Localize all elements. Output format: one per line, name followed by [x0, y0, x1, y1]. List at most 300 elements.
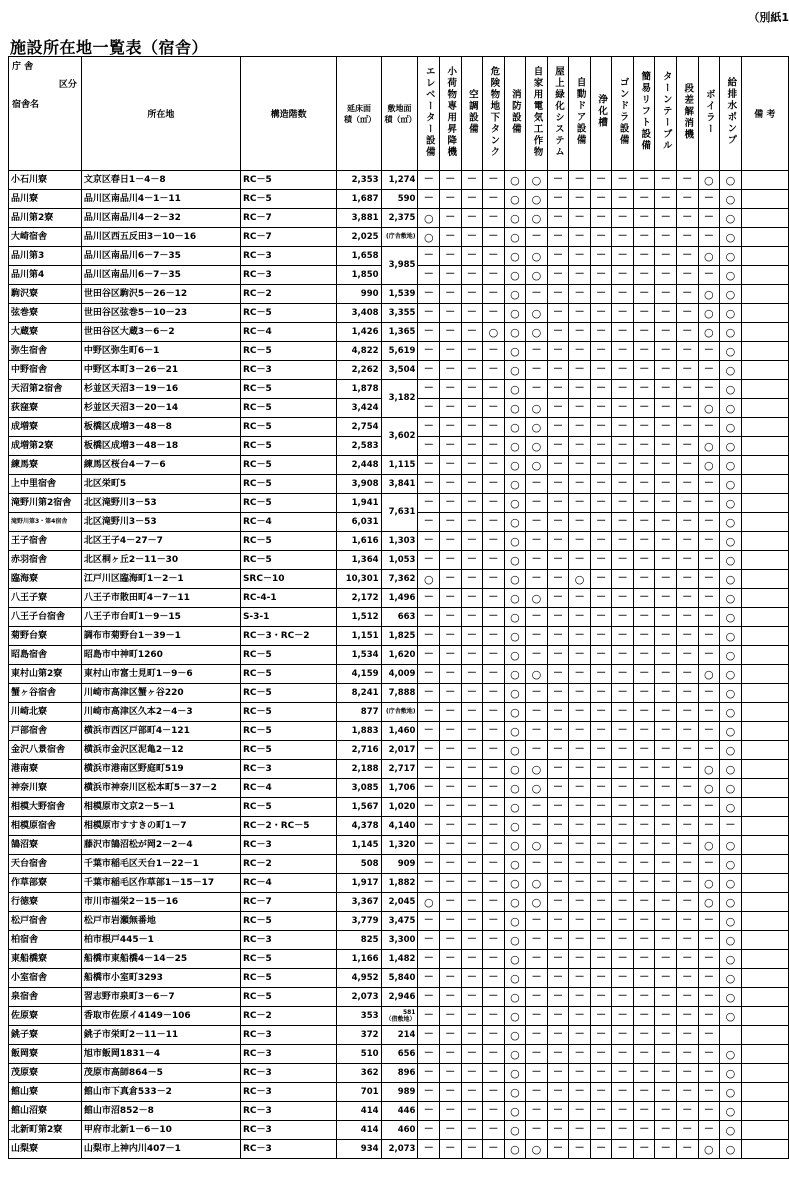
structure: RC－3: [240, 1102, 336, 1121]
floor-area: 8,241: [337, 684, 381, 703]
floor-area: 1,878: [337, 380, 381, 399]
dorm-name: 佐原寮: [9, 1007, 82, 1026]
address: 茂原市高師864－5: [81, 1064, 240, 1083]
site-area: 663: [381, 608, 418, 627]
remarks-cell: [741, 190, 788, 209]
equipment-mark: －: [483, 1102, 505, 1121]
address: 川崎市高津区蟹ヶ谷220: [81, 684, 240, 703]
remarks-cell: [741, 551, 788, 570]
dorm-name: 柏宿舎: [9, 931, 82, 950]
equipment-mark: －: [547, 722, 569, 741]
equipment-mark: －: [698, 380, 720, 399]
equipment-mark: －: [483, 361, 505, 380]
equipment-mark: ○: [504, 1121, 526, 1140]
equipment-mark: －: [655, 209, 677, 228]
equipment-mark: ○: [504, 494, 526, 513]
equipment-mark: ○: [720, 323, 742, 342]
table-row: [9, 494, 789, 513]
equipment-mark: －: [590, 285, 612, 304]
dorm-name: 東船橋寮: [9, 950, 82, 969]
equipment-mark: －: [633, 665, 655, 684]
equipment-mark: －: [440, 1140, 462, 1159]
equipment-mark: －: [483, 342, 505, 361]
dorm-name: 赤羽宿舎: [9, 551, 82, 570]
floor-area: 1,917: [337, 874, 381, 893]
equipment-mark: －: [655, 1026, 677, 1045]
header-floor-area: 延床面積（㎡）: [337, 57, 381, 171]
structure: RC－5: [240, 171, 336, 190]
site-area: 1,365: [381, 323, 418, 342]
dorm-name: 品川第2寮: [9, 209, 82, 228]
equipment-mark: －: [612, 741, 634, 760]
site-area: 1,482: [381, 950, 418, 969]
equipment-mark: －: [677, 722, 699, 741]
table-row: [9, 551, 789, 570]
equipment-mark: －: [418, 988, 440, 1007]
structure: RC－5: [240, 418, 336, 437]
dorm-name: 昭島宿舎: [9, 646, 82, 665]
equipment-mark: －: [677, 475, 699, 494]
site-area: 909: [381, 855, 418, 874]
equipment-mark: －: [483, 494, 505, 513]
equipment-mark: －: [655, 1064, 677, 1083]
equipment-mark: －: [440, 608, 462, 627]
equipment-mark: －: [418, 969, 440, 988]
equipment-mark: －: [440, 855, 462, 874]
structure: RC－5: [240, 456, 336, 475]
address: 香取市佐原イ4149－106: [81, 1007, 240, 1026]
equipment-mark: －: [612, 608, 634, 627]
equipment-mark: －: [547, 551, 569, 570]
floor-area: 4,952: [337, 969, 381, 988]
equipment-mark: －: [418, 817, 440, 836]
equipment-mark: －: [612, 817, 634, 836]
table-row: [9, 1064, 789, 1083]
equipment-mark: ○: [526, 437, 548, 456]
floor-area: 372: [337, 1026, 381, 1045]
structure: RC－5: [240, 399, 336, 418]
equipment-mark: －: [633, 342, 655, 361]
equipment-mark: －: [418, 1007, 440, 1026]
site-area: 3,504: [381, 361, 418, 380]
site-area: 989: [381, 1083, 418, 1102]
equipment-mark: ○: [720, 1121, 742, 1140]
header-equipment-14: [720, 57, 742, 171]
dorm-name: 八王子寮: [9, 589, 82, 608]
floor-area: 508: [337, 855, 381, 874]
dorm-name: 駒沢寮: [9, 285, 82, 304]
equipment-mark: －: [698, 342, 720, 361]
equipment-mark: －: [677, 171, 699, 190]
equipment-mark: －: [547, 228, 569, 247]
dorm-name: 品川第3: [9, 247, 82, 266]
structure: RC－5: [240, 969, 336, 988]
equipment-mark: －: [483, 1140, 505, 1159]
remarks-cell: [741, 741, 788, 760]
dorm-name: 成増第2寮: [9, 437, 82, 456]
equipment-mark: －: [655, 228, 677, 247]
floor-area: 2,716: [337, 741, 381, 760]
equipment-mark: ○: [504, 570, 526, 589]
equipment-mark: ○: [720, 893, 742, 912]
floor-area: 1,616: [337, 532, 381, 551]
equipment-mark: －: [440, 1026, 462, 1045]
equipment-mark: ○: [504, 893, 526, 912]
address: 世田谷区駒沢5－26－12: [81, 285, 240, 304]
floor-area: 1,426: [337, 323, 381, 342]
header-equipment-label: 小荷物専用昇降機: [445, 65, 457, 158]
equipment-mark: －: [483, 836, 505, 855]
equipment-mark: ○: [720, 855, 742, 874]
site-area: [381, 1007, 418, 1026]
equipment-mark: －: [612, 893, 634, 912]
equipment-mark: ○: [720, 418, 742, 437]
equipment-mark: [720, 1026, 742, 1045]
equipment-mark: －: [547, 988, 569, 1007]
table-row: [9, 950, 789, 969]
equipment-mark: －: [547, 703, 569, 722]
equipment-mark: －: [461, 456, 483, 475]
equipment-mark: －: [440, 171, 462, 190]
equipment-mark: －: [612, 380, 634, 399]
equipment-mark: －: [698, 741, 720, 760]
address: 相模原市文京2－5－1: [81, 798, 240, 817]
equipment-mark: －: [547, 1102, 569, 1121]
address: 文京区春日1－4－8: [81, 171, 240, 190]
equipment-mark: －: [526, 570, 548, 589]
header-site-area: 敷地面積（㎡）: [381, 57, 418, 171]
address: 練馬区桜台4－7－6: [81, 456, 240, 475]
dorm-name: 臨海寮: [9, 570, 82, 589]
equipment-mark: －: [440, 950, 462, 969]
equipment-mark: －: [590, 608, 612, 627]
structure: SRC－10: [240, 570, 336, 589]
equipment-mark: －: [612, 361, 634, 380]
structure: RC－5: [240, 551, 336, 570]
equipment-mark: －: [677, 285, 699, 304]
equipment-mark: －: [590, 494, 612, 513]
equipment-mark: －: [655, 266, 677, 285]
equipment-mark: －: [569, 323, 591, 342]
address: 相模原市すすきの町1－7: [81, 817, 240, 836]
structure: RC－4: [240, 874, 336, 893]
address: 藤沢市鵠沼松が岡2－2－4: [81, 836, 240, 855]
floor-area: 1,658: [337, 247, 381, 266]
equipment-mark: ○: [720, 1045, 742, 1064]
equipment-mark: －: [483, 1007, 505, 1026]
equipment-mark: －: [720, 817, 742, 836]
equipment-mark: －: [418, 760, 440, 779]
equipment-mark: －: [547, 171, 569, 190]
equipment-mark: －: [655, 399, 677, 418]
equipment-mark: ○: [526, 304, 548, 323]
equipment-mark: －: [633, 1102, 655, 1121]
equipment-mark: －: [633, 817, 655, 836]
equipment-mark: －: [440, 1121, 462, 1140]
remarks-cell: [741, 703, 788, 722]
equipment-mark: ○: [720, 399, 742, 418]
table-row: [9, 1007, 789, 1026]
equipment-mark: －: [677, 741, 699, 760]
table-row: [9, 741, 789, 760]
equipment-mark: ○: [418, 209, 440, 228]
site-area: 4,009: [381, 665, 418, 684]
equipment-mark: －: [612, 1045, 634, 1064]
equipment-mark: －: [612, 190, 634, 209]
equipment-mark: ○: [526, 836, 548, 855]
remarks-cell: [741, 361, 788, 380]
equipment-mark: －: [698, 570, 720, 589]
site-area: 5,619: [381, 342, 418, 361]
equipment-mark: ○: [504, 228, 526, 247]
equipment-mark: ○: [504, 608, 526, 627]
equipment-mark: －: [655, 665, 677, 684]
equipment-mark: ○: [720, 589, 742, 608]
equipment-mark: －: [418, 703, 440, 722]
equipment-mark: －: [483, 779, 505, 798]
equipment-mark: －: [461, 836, 483, 855]
remarks-cell: [741, 817, 788, 836]
equipment-mark: －: [418, 779, 440, 798]
equipment-mark: －: [590, 931, 612, 950]
equipment-mark: －: [698, 1083, 720, 1102]
floor-area: 10,301: [337, 570, 381, 589]
equipment-mark: －: [633, 456, 655, 475]
address: 品川区南品川4－1－11: [81, 190, 240, 209]
equipment-mark: ○: [720, 570, 742, 589]
dorm-name: 中野宿舎: [9, 361, 82, 380]
equipment-mark: －: [698, 988, 720, 1007]
equipment-mark: －: [612, 703, 634, 722]
equipment-mark: －: [418, 798, 440, 817]
equipment-mark: －: [418, 1102, 440, 1121]
site-area: 3,985: [381, 247, 418, 285]
equipment-mark: －: [677, 456, 699, 475]
equipment-mark: －: [633, 836, 655, 855]
equipment-mark: －: [590, 988, 612, 1007]
equipment-mark: －: [461, 323, 483, 342]
address: 北区桐ヶ丘2－11－30: [81, 551, 240, 570]
equipment-mark: ○: [720, 608, 742, 627]
equipment-mark: －: [677, 779, 699, 798]
equipment-mark: －: [569, 1064, 591, 1083]
equipment-mark: ○: [504, 342, 526, 361]
equipment-mark: －: [547, 760, 569, 779]
equipment-mark: －: [440, 285, 462, 304]
equipment-mark: ○: [526, 418, 548, 437]
equipment-mark: －: [655, 1045, 677, 1064]
equipment-mark: －: [483, 304, 505, 323]
equipment-mark: －: [526, 703, 548, 722]
structure: S-3-1: [240, 608, 336, 627]
equipment-mark: －: [633, 399, 655, 418]
equipment-mark: －: [590, 1121, 612, 1140]
equipment-mark: －: [526, 532, 548, 551]
address: 横浜市西区戸部町4－121: [81, 722, 240, 741]
equipment-mark: －: [569, 1045, 591, 1064]
equipment-mark: －: [461, 950, 483, 969]
equipment-mark: －: [633, 1026, 655, 1045]
equipment-mark: ○: [504, 969, 526, 988]
equipment-mark: －: [612, 551, 634, 570]
site-area: 3,475: [381, 912, 418, 931]
dorm-name: 鵠沼寮: [9, 836, 82, 855]
equipment-mark: －: [698, 722, 720, 741]
equipment-mark: －: [483, 589, 505, 608]
equipment-mark: －: [677, 1102, 699, 1121]
site-area: 1,115: [381, 456, 418, 475]
structure: RC－3: [240, 836, 336, 855]
equipment-mark: －: [633, 323, 655, 342]
equipment-mark: －: [569, 494, 591, 513]
equipment-mark: ○: [526, 266, 548, 285]
equipment-mark: ○: [720, 532, 742, 551]
equipment-mark: －: [612, 779, 634, 798]
equipment-mark: ○: [698, 760, 720, 779]
equipment-mark: －: [612, 437, 634, 456]
equipment-mark: －: [633, 1007, 655, 1026]
remarks-cell: [741, 475, 788, 494]
equipment-mark: ○: [504, 950, 526, 969]
dorm-name: 相模大野宿舎: [9, 798, 82, 817]
equipment-mark: －: [698, 646, 720, 665]
dorm-name: 大崎宿舎: [9, 228, 82, 247]
structure: RC－3・RC－2: [240, 627, 336, 646]
equipment-mark: －: [612, 589, 634, 608]
header-equipment-label: ボイラー: [703, 88, 715, 135]
equipment-mark: －: [677, 684, 699, 703]
address: 北区滝野川3－53: [81, 513, 240, 532]
equipment-mark: －: [677, 532, 699, 551]
site-area: 460: [381, 1121, 418, 1140]
equipment-mark: －: [483, 874, 505, 893]
annex-label: （別紙1: [748, 11, 789, 24]
equipment-mark: ○: [418, 228, 440, 247]
equipment-mark: －: [547, 1140, 569, 1159]
equipment-mark: －: [569, 266, 591, 285]
floor-area: 2,172: [337, 589, 381, 608]
equipment-mark: －: [633, 304, 655, 323]
equipment-mark: －: [547, 893, 569, 912]
equipment-mark: －: [569, 760, 591, 779]
equipment-mark: －: [633, 1045, 655, 1064]
address: 甲府市北新1－6－10: [81, 1121, 240, 1140]
equipment-mark: －: [655, 779, 677, 798]
remarks-cell: [741, 209, 788, 228]
table-row: [9, 893, 789, 912]
address: 北区滝野川3－53: [81, 494, 240, 513]
table-row: [9, 418, 789, 437]
equipment-mark: －: [677, 209, 699, 228]
equipment-mark: －: [655, 760, 677, 779]
site-area: 1,320: [381, 836, 418, 855]
equipment-mark: －: [655, 741, 677, 760]
equipment-mark: ○: [720, 342, 742, 361]
equipment-mark: －: [483, 722, 505, 741]
equipment-mark: －: [633, 228, 655, 247]
equipment-mark: ○: [504, 285, 526, 304]
equipment-mark: －: [633, 589, 655, 608]
equipment-mark: －: [698, 703, 720, 722]
dorm-name: 八王子台宿舎: [9, 608, 82, 627]
equipment-mark: －: [547, 190, 569, 209]
equipment-mark: －: [677, 304, 699, 323]
equipment-mark: －: [655, 969, 677, 988]
equipment-mark: －: [569, 931, 591, 950]
table-row: [9, 1083, 789, 1102]
site-area: 3,182: [381, 380, 418, 418]
equipment-mark: －: [698, 1121, 720, 1140]
equipment-mark: －: [461, 418, 483, 437]
structure: RC－3: [240, 1121, 336, 1140]
site-area-value: 581: [402, 1009, 416, 1016]
dorm-name: 弦巻寮: [9, 304, 82, 323]
equipment-mark: －: [483, 760, 505, 779]
header-dorm-name: 宿舎名: [12, 100, 40, 110]
structure: RC－5: [240, 798, 336, 817]
floor-area: 353: [337, 1007, 381, 1026]
structure: RC－2・RC－5: [240, 817, 336, 836]
equipment-mark: －: [569, 475, 591, 494]
equipment-mark: ○: [526, 874, 548, 893]
equipment-mark: －: [547, 1007, 569, 1026]
floor-area: 3,408: [337, 304, 381, 323]
structure: RC－4: [240, 323, 336, 342]
remarks-cell: [741, 418, 788, 437]
equipment-mark: －: [633, 494, 655, 513]
equipment-mark: －: [612, 304, 634, 323]
structure: RC－2: [240, 855, 336, 874]
equipment-mark: －: [633, 380, 655, 399]
equipment-mark: －: [655, 627, 677, 646]
equipment-mark: －: [526, 855, 548, 874]
equipment-mark: ○: [698, 779, 720, 798]
remarks-cell: [741, 171, 788, 190]
equipment-mark: －: [655, 589, 677, 608]
equipment-mark: －: [440, 589, 462, 608]
equipment-mark: －: [677, 1026, 699, 1045]
equipment-mark: －: [655, 1121, 677, 1140]
equipment-mark: －: [440, 437, 462, 456]
remarks-cell: [741, 437, 788, 456]
header-equipment-label: 自動ドア設備: [574, 77, 586, 146]
floor-area: 3,424: [337, 399, 381, 418]
header-equipment-2: [461, 57, 483, 171]
equipment-mark: －: [698, 266, 720, 285]
equipment-mark: －: [698, 798, 720, 817]
equipment-mark: －: [418, 247, 440, 266]
table-row: [9, 247, 789, 266]
equipment-mark: －: [612, 874, 634, 893]
equipment-mark: －: [440, 551, 462, 570]
address: 銚子市栄町2－11－11: [81, 1026, 240, 1045]
structure: RC－3: [240, 1026, 336, 1045]
equipment-mark: ○: [720, 779, 742, 798]
equipment-mark: ○: [526, 171, 548, 190]
equipment-mark: ○: [720, 988, 742, 1007]
dorm-name: 天台宿舎: [9, 855, 82, 874]
equipment-mark: －: [633, 798, 655, 817]
dorm-name: 品川寮: [9, 190, 82, 209]
equipment-mark: －: [698, 494, 720, 513]
equipment-mark: －: [655, 817, 677, 836]
equipment-mark: －: [633, 627, 655, 646]
remarks-cell: [741, 532, 788, 551]
equipment-mark: ○: [504, 703, 526, 722]
equipment-mark: －: [483, 798, 505, 817]
equipment-mark: －: [547, 912, 569, 931]
equipment-mark: －: [677, 1064, 699, 1083]
